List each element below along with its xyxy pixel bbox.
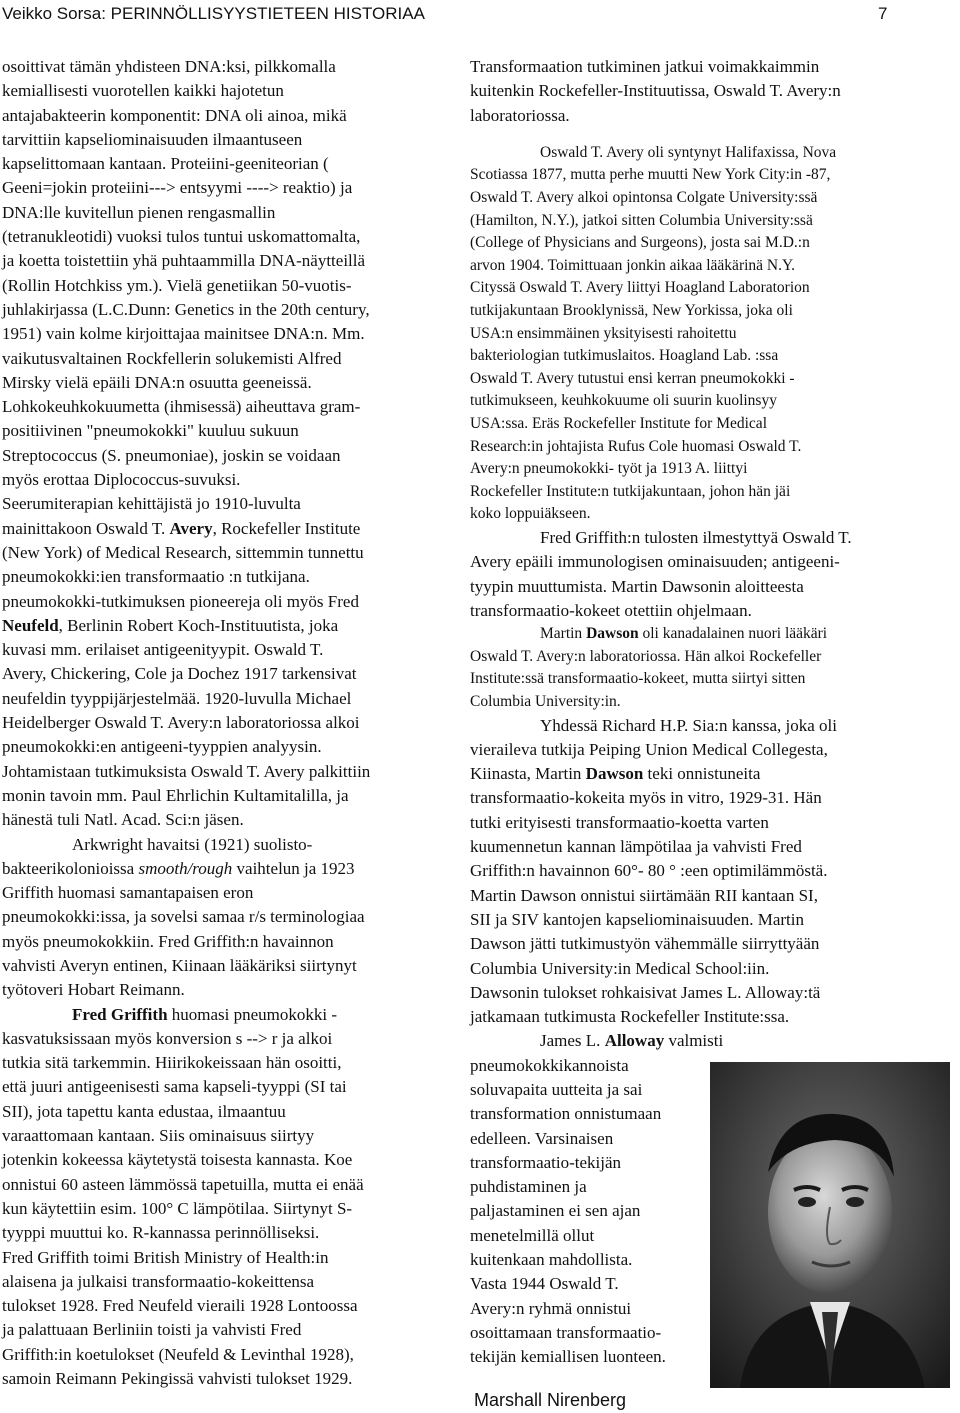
photo-caption: Marshall Nirenberg bbox=[474, 1390, 627, 1410]
smooth-rough-term: smooth/rough bbox=[138, 858, 233, 878]
left-paragraph-2: Arkwright havaitsi (1921) suolisto- bakteerikolonioissa smooth/rough vaihtelun ja 1923 Griffith huomasi samantapaisen eron pneumokokki:issa, ja sovelsi samaa r/s terminologiaa myös pneumokokkiin. Fred Griffith:n havainnon vahvisti Averyn entinen, Kiinaan lääkäriksi siirtynyt työtoveri Hobart Reimann. bbox=[2, 834, 365, 1000]
right-paragraph-7: pneumokokkikannoista soluvapaita uutteita ja sai transformation onnistumaan edelleen. Varsinaisen transformaatio-tekijän puhdistaminen ja paljastaminen ei sen ajan menetelmillä ollut kuitenkaan mahdollista. Vasta 1944 Oswald T. Avery:n ryhmä onnistui osoittamaan transformaatio- tekijän kemiallisen luonteen. bbox=[470, 1055, 666, 1367]
alloway-name: Alloway bbox=[604, 1031, 665, 1051]
dawson-name: Dawson bbox=[586, 625, 639, 643]
right-paragraph-1: Transformaation tutkiminen jatkui voimakkaimmin kuitenkin Rockefeller-Instituutissa, Oswald T. Avery:n laboratoriossa. bbox=[470, 57, 841, 125]
left-paragraph-3: Fred Griffith huomasi pneumokokki - kasvatuksissaan myös konversion s --> r ja alkoi tutkia sitä tarkemmin. Hiirikokeissaan hän osoitti, että juuri antigeenisesti sama kapseli-tyyppi (SI tai SII), jota tapettu kanta edustaa, ilmaantuu varaattomaan kantaan. Siis ominaisuus siirtyy jotenkin kokeessa käytetystä toisesta kannasta. Koe onnistui 60 asteen lämmössä tapetuilla, mutta ei enää kun käytettiin esim. 100° C lämpötilaa. Siirtynyt S- tyyppi muuttui ko. R-kannassa perinnölliseksi. Fred Griffith toimi British Ministry of Health:in alaisena ja julkaisi transformaatio-kokeittensa tulokset 1928. Fred Neufeld vieraili 1928 Lontoossa ja palattuaan Berliniin toisti ja vahvisti Fred Griffith:in koetulokset (Neufeld & Levinthal 1928), samoin Reimann Pekingissä vahvisti tulokset 1929. bbox=[2, 1004, 364, 1389]
page-number: 7 bbox=[878, 4, 888, 23]
right-paragraph-4: Martin Dawson oli kanadalainen nuori lääkäri Oswald T. Avery:n laboratoriossa. Hän alkoi Rockefeller Institute:ssä transformaatio-kokeet, mutta siirtyi sitten Columbia University:in. bbox=[470, 625, 828, 710]
portrait-image bbox=[710, 1062, 950, 1388]
right-paragraph-6: James L. Alloway valmisti bbox=[540, 1031, 724, 1051]
left-paragraph-1: osoittivat tämän yhdisteen DNA:ksi, pilkkomalla kemiallisesti vuorotellen kaikki hajotetun antajabakteerin komponentit: DNA oli ainoa, mikä tarvittiin kapseliominaisuuden ilmaantuseen kapselittomaan kantaan. Proteiini-geeniteorian ( Geeni=jokin proteiini---> entsyymi ----> reaktio) ja DNA:lle kuvitellun pienen rengasmallin (tetranukleotidi) vuoksi tulos tuntui uskomattomalta, ja koetta toistettiin yhä puhtaammilla DNA-näytteillä (Rollin Hotchkiss ym.). Vielä genetiikan 50-vuotis- juhlakirjassa (L.C.Dunn: Genetics in the 20th century, 1951) vain kolme kirjoittajaa mainitsee DNA:n. Mm. vaikutusvaltainen Rockfellerin solukemisti Alfred Mirsky vielä epäili DNA:n osuutta geeneissä. Lohkokeuhkokuumetta (ihmisessä) aiheuttava gram- positiivinen "pneumokokki" kuuluu sukuun Streptococcus (S. pneumoniae), joskin se voidaan myös erottaa Diplococcus-suvuksi. Seerumiterapian kehittäjistä jo 1910-luvulta mainittakoon Oswald T. Avery, Rockefeller Institute (New York) of Medical Research, sittemmin tunnettu pneumokokki:ien transformaatio :n tutkijana. pneumokokki-tutkimuksen pioneereja oli myös Fred Neufeld, Berlinin Robert Koch-Instituutista, joka kuvasi mm. erilaiset antigeenityypit. Oswald T. Avery, Chickering, Cole ja Dochez 1917 tarkensivat neufeldin tyyppijärjestelmää. 1920-luvulla Michael Heidelberger Oswald T. Avery:n laboratoriossa alkoi pneumokokki:en antigeeni-tyyppien analyysin. Johtamistaan tutkimuksista Oswald T. Avery palkittiin monin tavoin mm. Paul Ehrlichin Kultamitalilla, ja hänestä tuli Natl. Acad. Sci:n jäsen. bbox=[2, 57, 371, 830]
left-column bbox=[2, 55, 448, 1391]
neufeld-name: Neufeld bbox=[2, 615, 59, 635]
avery-name: Avery bbox=[169, 518, 213, 538]
right-paragraph-2: Oswald T. Avery oli syntynyt Halifaxissa, Nova Scotiassa 1877, mutta perhe muutti New York City:in -87, Oswald T. Avery alkoi opintonsa Colgate University:ssä (Hamilton, N.Y.), jatkoi sitten Columbia University:ssä (College of Physicians and Surgeons), josta sai M.D.:n arvon 1904. Toimittuaan jonkin aikaa lääkärinä N.Y. Cityssä Oswald T. Avery liittyi Hoagland Laboratorion tutkijakuntaan Brooklynissä, New Yorkissa, joka oli USA:n ensimmäinen yksityisesti rahoitettu bakteriologian tutkimuslaitos. Hoagland Lab. :ssa Oswald T. Avery tutustui ensi kerran pneumokokki - tutkimukseen, keuhkokuume oli suurin kuolinsyy USA:ssa. Eräs Rockefeller Institute for Medical Research:in johtajista Rufus Cole huomasi Oswald T. Avery:n pneumokokki- työt ja 1913 A. liittyi Rockefeller Institute:n tutkijakuntaan, johon hän jäi koko loppuiäkseen. bbox=[470, 143, 837, 523]
right-paragraph-3: Fred Griffith:n tulosten ilmestyttyä Oswald T. Avery epäili immunologisen ominaisuuden; antigeeni- tyypin muuttumista. Martin Dawsonin aloitteesta transformaatio-kokeet otettiin ohjelmaan. bbox=[470, 527, 852, 620]
page-header bbox=[0, 4, 900, 30]
dawson-name-2: Dawson bbox=[585, 764, 644, 784]
portrait-photo bbox=[710, 1062, 950, 1388]
griffith-name: Fred Griffith bbox=[72, 1004, 168, 1024]
right-paragraph-5: Yhdessä Richard H.P. Sia:n kanssa, joka oli vieraileva tutkija Peiping Union Medical Collegesta, Kiinasta, Martin Dawson teki onnistuneita transformaatio-kokeita myös in vitro, 1929-31. Hän tutki erityisesti transformaatio-koetta varten kuumennetun kannan lämpötilaa ja vahvisti Fred Griffith:n havainnon 60°- 80 ° :een optimilämmöstä. Martin Dawson onnistui siirtämään RII kantaan SI, SII ja SIV kantojen kapseliominaisuuden. Martin Dawson jätti tutkimustyön vähemmälle siirryttyään Columbia University:in Medical School:iin. Dawsonin tulokset rohkaisivat James L. Alloway:tä jatkamaan tutkimusta Rockefeller Institute:ssa. bbox=[470, 715, 837, 1027]
running-title: Veikko Sorsa: PERINNÖLLISYYSTIETEEN HISTORIAA bbox=[2, 4, 425, 23]
